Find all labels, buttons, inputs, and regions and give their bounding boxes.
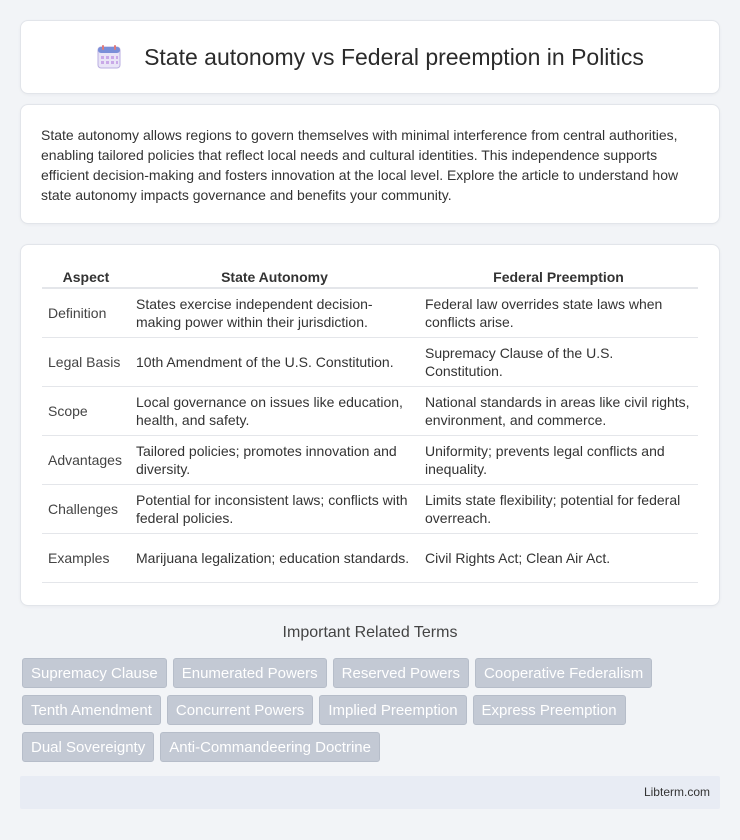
related-terms-title: Important Related Terms xyxy=(282,624,458,641)
cell-state: Potential for inconsistent laws; conflicts with federal policies. xyxy=(130,485,419,534)
tag-cooperative-federalism[interactable]: Cooperative Federalism xyxy=(475,658,652,688)
footer xyxy=(20,776,720,809)
tag-dual-sovereignty[interactable]: Dual Sovereignty xyxy=(22,732,154,762)
title-card xyxy=(20,20,720,94)
calendar-icon xyxy=(96,44,122,70)
comparison-table xyxy=(42,265,698,583)
table-header-row xyxy=(42,265,698,289)
table-row xyxy=(42,534,698,583)
tag-concurrent-powers[interactable]: Concurrent Powers xyxy=(167,695,313,725)
cell-state: States exercise independent decision-making power within their jurisdiction. xyxy=(130,289,419,338)
page-title: State autonomy vs Federal preemption in Politics xyxy=(144,43,644,70)
table-row xyxy=(42,289,698,338)
tag-supremacy-clause[interactable]: Supremacy Clause xyxy=(22,658,167,688)
cell-state: Local governance on issues like education, health, and safety. xyxy=(130,387,419,436)
intro-card xyxy=(20,104,720,224)
cell-federal: National standards in areas like civil rights, environment, and commerce. xyxy=(419,387,698,436)
header-federal-preemption: Federal Preemption xyxy=(419,265,698,289)
cell-aspect: Scope xyxy=(42,387,130,436)
tag-anti-commandeering-doctrine[interactable]: Anti-Commandeering Doctrine xyxy=(160,732,380,762)
cell-aspect: Challenges xyxy=(42,485,130,534)
cell-federal: Civil Rights Act; Clean Air Act. xyxy=(419,534,698,583)
tag-implied-preemption[interactable]: Implied Preemption xyxy=(319,695,466,725)
cell-aspect: Examples xyxy=(42,534,130,583)
table-row xyxy=(42,387,698,436)
related-terms-tags xyxy=(22,658,722,762)
table-row xyxy=(42,485,698,534)
tag-express-preemption[interactable]: Express Preemption xyxy=(473,695,626,725)
cell-state: Tailored policies; promotes innovation and diversity. xyxy=(130,436,419,485)
header-aspect: Aspect xyxy=(42,265,130,289)
related-terms-section xyxy=(0,624,740,642)
tag-tenth-amendment[interactable]: Tenth Amendment xyxy=(22,695,161,725)
tag-reserved-powers[interactable]: Reserved Powers xyxy=(333,658,469,688)
cell-aspect: Advantages xyxy=(42,436,130,485)
cell-federal: Limits state flexibility; potential for federal overreach. xyxy=(419,485,698,534)
cell-state: Marijuana legalization; education standards. xyxy=(130,534,419,583)
intro-paragraph: State autonomy allows regions to govern themselves with minimal interference from central authorities, enabling tailored policies that reflect local needs and cultural identities. This independence supports efficient decision-making and fosters innovation at the local level. Explore the article to understand how state autonomy impacts governance and benefits your community. xyxy=(41,127,679,203)
comparison-table-card xyxy=(20,244,720,606)
cell-federal: Federal law overrides state laws when conflicts arise. xyxy=(419,289,698,338)
cell-federal: Supremacy Clause of the U.S. Constitution. xyxy=(419,338,698,387)
table-row xyxy=(42,436,698,485)
cell-state: 10th Amendment of the U.S. Constitution. xyxy=(130,338,419,387)
table-row xyxy=(42,338,698,387)
cell-federal: Uniformity; prevents legal conflicts and inequality. xyxy=(419,436,698,485)
cell-aspect: Legal Basis xyxy=(42,338,130,387)
footer-site-link[interactable]: Libterm.com xyxy=(643,785,710,799)
cell-aspect: Definition xyxy=(42,289,130,338)
header-state-autonomy: State Autonomy xyxy=(130,265,419,289)
tag-enumerated-powers[interactable]: Enumerated Powers xyxy=(173,658,327,688)
